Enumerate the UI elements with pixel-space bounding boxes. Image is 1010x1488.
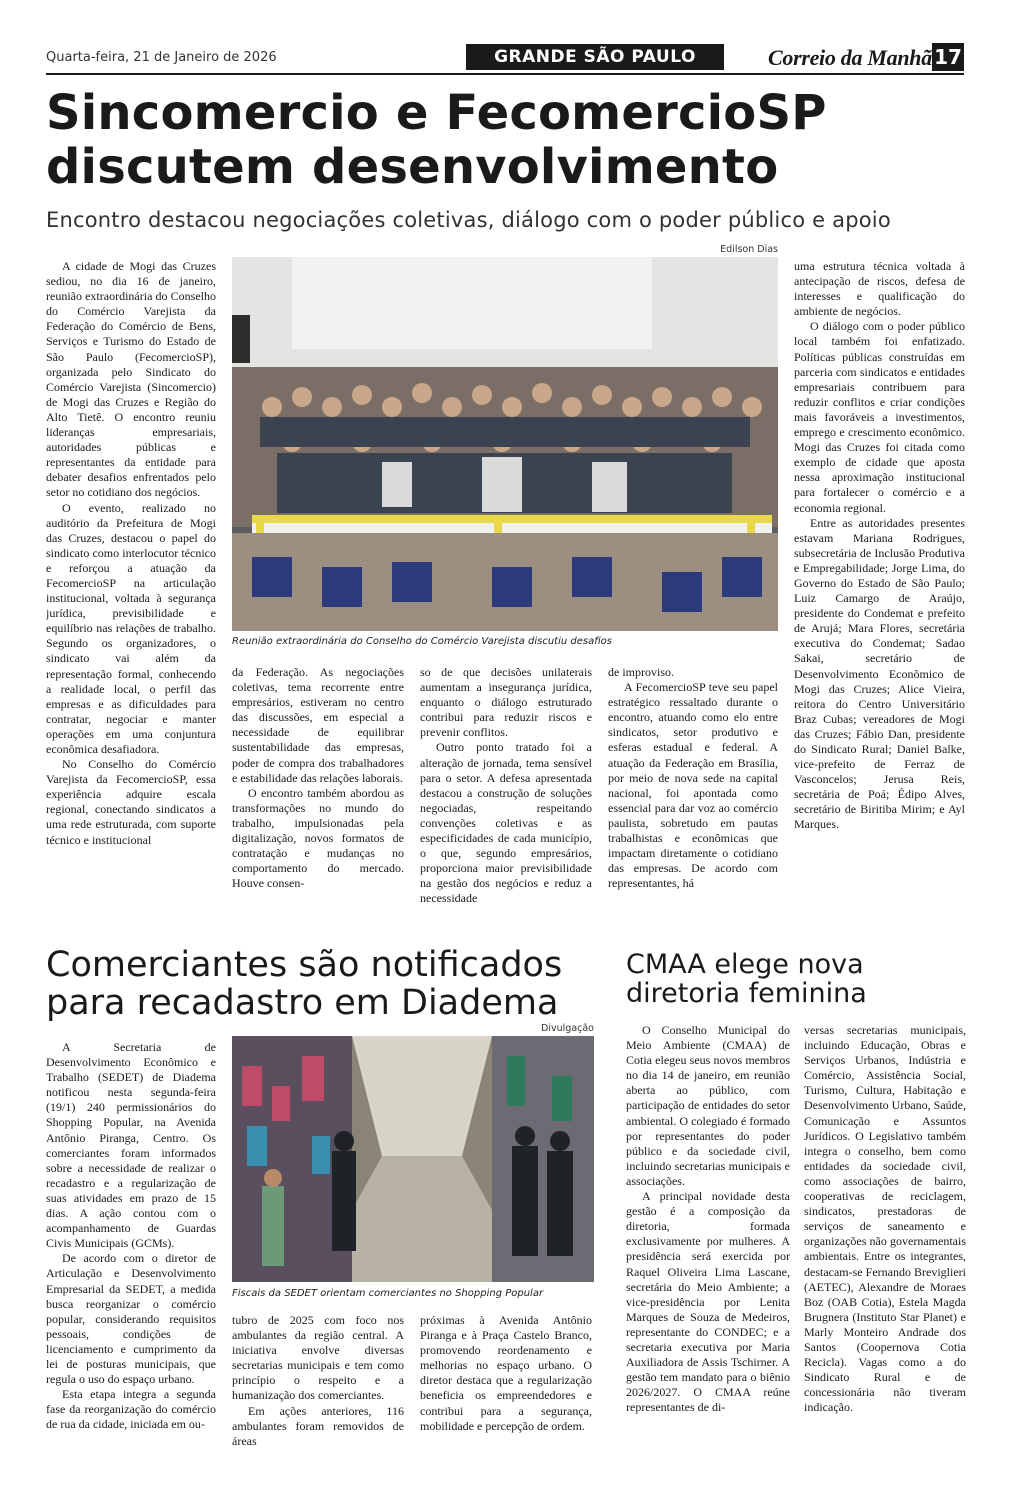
paragraph: da Federação. As negociações coletivas, tema recorrente entre empresários, estiveram no centro das discussões, em especial a necessidade de equilibrar sustentabilidade das empresas, poder de compra dos trabalhadores e estabilidade das relações laborais. [232,665,404,785]
story1-column-5 [794,259,965,929]
story1-photo-caption: Reunião extraordinária do Conselho do Comércio Varejista discutiu desafios [232,636,613,647]
paragraph: O encontro também abordou as transformações no mundo do trabalho, impulsionadas pela digitalização, novos formatos de contratação e mudanças no comportamento do mercado. Houve consen- [232,785,404,891]
story2-photo [232,1036,594,1282]
paragraph: Em ações anteriores, 116 ambulantes foram removidos de áreas [232,1403,404,1448]
paragraph: O evento, realizado no auditório da Prefeitura de Mogi das Cruzes, destacou o papel do sindicato como interlocutor técnico e reforçou a atuação da FecomercioSP na articulação institucional, voltada à segurança jurídica, previsibilidade e equilíbrio nas relações de trabalho. Segundo os organizadores, o sindicato vai além da representação formal, conhecendo a realidade local, o perfil das empresas e as dificuldades para contratar, negociar e manter operações em uma conjuntura econômica desafiadora. [46,500,216,756]
group-photo-illustration [232,257,778,631]
paragraph: O diálogo com o poder público local também foi enfatizado. Políticas públicas construídas em parceria com sindicatos e entidades empresariais contribuem para reduzir conflitos e criar condições mais favoráveis a investimentos, emprego e crescimento econômico. Mogi das Cruzes foi citada como exemplo de cidade que aposta nessa aproximação institucional para fortalecer o comércio e a economia regional. [794,319,965,515]
paragraph: Outro ponto tratado foi a alteração de jornada, tema sensível para o setor. A defesa apresentada destacou a construção de soluções negociadas, respeitando convenções coletivas e as especificidades de cada município, o que, segundo empresários, proporciona maior previsibilidade na gestão dos negócios e reduz a necessidade [420,740,592,906]
paragraph: A Secretaria de Desenvolvimento Econômico e Trabalho (SEDET) de Diadema notificou nesta segunda-feira (19/1) 240 permissionários do Shopping Popular, na Avenida Antônio Piranga, Centro. Os comerciantes foram informados sobre a necessidade de realizar o recadastro e a regularização de suas atividades em prazo de 15 dias. A ação contou com o acompanhamento de Guardas Civis Municipais (GCMs). [46,1040,216,1251]
paragraph: próximas à Avenida Antônio Piranga e à Praça Castelo Branco, promovendo reordenamento e melhorias no espaço urbano. O diretor destaca que a regularização beneficia os empreendedores e contribui para a segurança, mobilidade e percepção de ordem. [420,1313,592,1433]
paragraph: A principal novidade desta gestão é a composição da diretoria, formada exclusivamente por mulheres. A presidência será exercida por Raquel Oliveira Lima Lascane, secretária do Meio Ambiente; a vice-presidência por Lenita Marques de Souza de Medeiros, representante do CONDEC; e a secretaria executiva por Maria Auxiliadora de Assis Tschirner. A gestão tem mandato para o biênio 2026/2027. O CMAA reúne representantes de di- [626,1189,790,1415]
story3-column-1 [626,1023,790,1450]
shopping-photo-illustration [232,1036,594,1282]
story2-column-3 [420,1313,592,1450]
paragraph: uma estrutura técnica voltada à antecipação de riscos, defesa de interesses e qualificação do ambiente de negócios. [794,259,965,319]
newspaper-logo: Correio da Manhã [768,45,932,70]
story3-headline: CMAA elege nova diretoria feminina [626,949,867,1009]
story1-column-2 [232,665,404,929]
story1-headline: Sincomercio e FecomercioSP discutem desenvolvimento [46,85,827,195]
story2-column-2 [232,1313,404,1450]
paragraph: De acordo com o diretor de Articulação e Desenvolvimento Empresarial da SEDET, a medida busca reorganizar o comércio popular, considerando requisitos pessoais, condições de licenciamento e cumprimento da lei de posturas municipais, que regula o uso do espaço urbano. [46,1251,216,1387]
edition-date: Quarta-feira, 21 de Janeiro de 2026 [46,50,277,65]
story2-photo-caption: Fiscais da SEDET orientam comerciantes no Shopping Popular [232,1288,544,1299]
paragraph: A cidade de Mogi das Cruzes sediou, no dia 16 de janeiro, reunião extraordinária do Conselho do Comércio Varejista da Federação do Comércio de Bens, Serviços e Turismo do Estado de São Paulo (FecomercioSP), organizada pelo Sindicato do Comércio Varejista (Sincomercio) de Mogi das Cruzes e Região do Alto Tietê. O encontro reuniu lideranças empresariais, autoridades públicas e representantes da entidade para debater desafios enfrentados pelo setor no cotidiano dos negócios. [46,259,216,500]
section-label: GRANDE SÃO PAULO [466,44,724,70]
paragraph: No Conselho do Comércio Varejista da FecomercioSP, essa experiência adquire escala regional, conectando sindicatos a uma rede estruturada, com suporte técnico e institucional [46,757,216,847]
story1-column-1 [46,259,216,929]
story2-column-1 [46,1040,216,1450]
story1-column-4 [608,665,778,929]
page-number: 17 [932,43,964,71]
header-rule [46,73,964,75]
paragraph: tubro de 2025 com foco nos ambulantes da região central. A iniciativa envolve diversas secretarias municipais e tem como princípio o respeito e a humanização dos comerciantes. [232,1313,404,1403]
paragraph: de improviso. [608,665,674,679]
story1-photo [232,257,778,631]
paragraph: Esta etapa integra a segunda fase da reorganização do comércio de rua da cidade, iniciada em ou- [46,1387,216,1432]
story3-column-2 [804,1023,966,1450]
story1-subhead: Encontro destacou negociações coletivas, diálogo com o poder público e apoio [46,208,891,232]
story1-photo-credit: Edilson Dias [720,244,778,255]
story1-column-3 [420,665,592,929]
paragraph: A FecomercioSP teve seu papel estratégico ressaltado durante o encontro, atuando como elo entre sindicatos, setor produtivo e esferas estadual e federal. A atuação da Federação em Brasília, por meio de nova sede na capital nacional, foi apontada como essencial para dar voz ao comércio paulista, sobretudo em pautas trabalhistas e econômicas que impactam diretamente o cotidiano das empresas. De acordo com representantes, há [608,680,778,891]
paragraph: versas secretarias municipais, incluindo Educação, Obras e Serviços Urbanos, Indústria e Comércio, Assistência Social, Turismo, Cultura, Habitação e Desenvolvimento Urbano, Saúde, Comunicação e Assuntos Jurídicos. O Legislativo também integra o conselho, bem como entidades da sociedade civil, como associações de bairro, cooperativas de reciclagem, sindicatos, prestadoras de serviços de saneamento e organizações não governamentais ambientais. Entre os integrantes, destacam-se Fernando Breviglieri (AETEC), Alexandre de Moraes Boz (OAB Cotia), Estela Magda Brugnera (Instituto Star Planet) e Marly Monteiro Andrade dos Santos (Coopernova Cotia Recicla). Vagas como a do Sindicato Rural e de concessionária não tiveram indicação. [804,1023,966,1415]
paragraph: so de que decisões unilaterais aumentam a insegurança jurídica, enquanto o diálogo estruturado contribui para reduzir riscos e prevenir conflitos. [420,665,592,740]
story2-headline: Comerciantes são notificados para recadastro em Diadema [46,945,563,1023]
paragraph: O Conselho Municipal do Meio Ambiente (CMAA) de Cotia elegeu seus novos membros no dia 14 de janeiro, em reunião aberta ao público, com participação de entidades do setor ambiental. O colegiado é formado por representantes do poder público e da sociedade civil, incluindo secretarias municipais e associações. [626,1023,790,1188]
paragraph: Entre as autoridades presentes estavam Mariana Rodrigues, subsecretária de Inclusão Produtiva e Empregabilidade; Jorge Lima, do Governo do Estado de São Paulo; Luiz Camargo de Araújo, presidente do Condemat e prefeito de Arujá; Mara Flores, secretária executiva do Condemat; Sadao Sakai, secretário de Desenvolvimento Econômico de Mogi das Cruzes; Alice Vieira, reitora do Centro Universitário Braz Cubas; vereadores de Mogi das Cruzes; Fábio Dan, presidente do Sindicato Rural; Daniel Balke, vice-prefeito de Ferraz de Vasconcelos; Jerusa Reis, secretária de Poá; Édipo Alves, secretário de Biritiba Mirim; e Ayl Marques. [794,515,965,832]
story2-photo-credit: Divulgação [541,1023,594,1034]
